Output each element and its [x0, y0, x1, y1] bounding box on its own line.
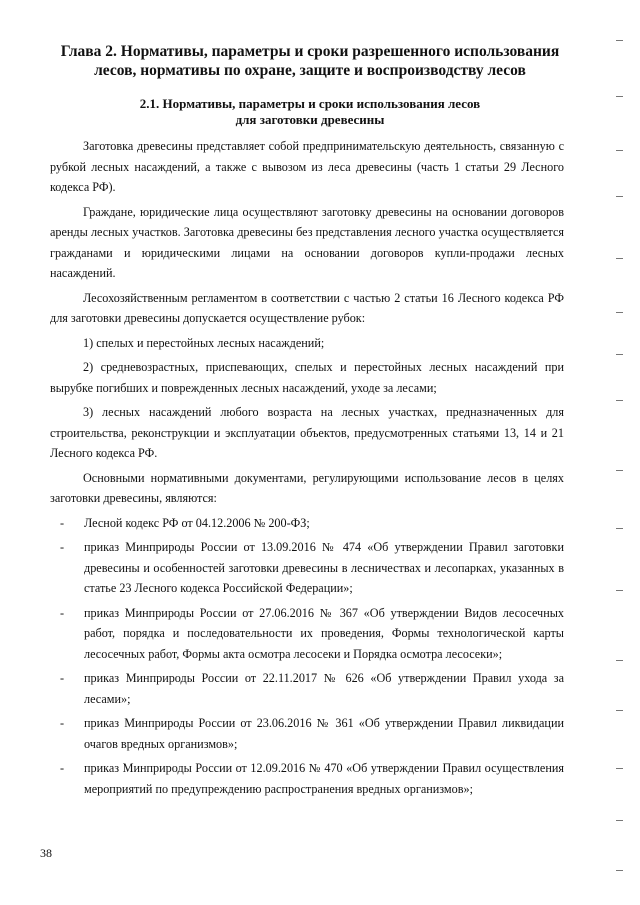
list-item-text: приказ Минприроды России от 23.06.2016 № 361 «Об утверждении Правил ликвидации очагов вредных организмов»;: [84, 716, 564, 751]
regulations-list: [50, 513, 564, 800]
list-item-text: приказ Минприроды России от 13.09.2016 № 474 «Об утверждении Правил заготовки древесины и особенностей заготовки древесины в лесничествах и лесопарках, указанных в статье 23 Лесного кодекса Российской Федерации»;: [84, 540, 564, 595]
paragraph: Граждане, юридические лица осуществляют заготовку древесины на основании договоров аренды лесных участков. Заготовка древесины без представления лесного участка осуществляется гражданами и юридическими лицами на основании договоров купли-продажи лесных насаждений.: [50, 204, 564, 280]
list-item-text: приказ Минприроды России от 27.06.2016 № 367 «Об утверждении Видов лесосечных работ, порядка и последовательности их проведения, Формы технологической карты лесосечных работ, Формы акта осмотра лесосеки и Порядка осмотра лесосеки»;: [84, 605, 564, 661]
chapter-title-line-2: лесов, нормативы по охране, защите и воспроизводству лесов: [94, 62, 526, 79]
dash-marker: -: [60, 605, 65, 620]
paragraph-numbered: 2) средневозрастных, приспевающих, спелых и перестойных лесных насаждений при вырубке погибших и поврежденных лесных насаждений, уходе за лесами;: [50, 360, 564, 395]
dash-marker: -: [60, 671, 65, 685]
dash-marker: -: [60, 716, 65, 730]
paragraph-numbered: 3) лесных насаждений любого возраста на лесных участках, предназначенных для строительства, реконструкции и эксплуатации объектов, предусмотренных статьями 13, 14 и 21 Лесного кодекса РФ.: [50, 405, 564, 460]
paragraph: Основными нормативными документами, регулирующими использование лесов в целях заготовки древесины, являются:: [50, 470, 564, 505]
list-item: [50, 668, 564, 709]
list-item: [50, 513, 564, 534]
dash-marker: -: [60, 761, 65, 775]
list-item-text: приказ Минприроды России от 12.09.2016 № 470 «Об утверждении Правил осуществления мероприятий по предупреждению распространения вредных организмов»;: [84, 761, 564, 796]
list-item: [50, 603, 564, 665]
page-number: 38: [40, 846, 52, 860]
body-text: [50, 136, 564, 803]
list-item: [50, 537, 564, 599]
paragraph: Заготовка древесины представляет собой предпринимательскую деятельность, связанную с рубкой лесных насаждений, а также с вывозом из леса древесины (часть 1 статьи 29 Лесного кодекса РФ).: [50, 139, 564, 194]
section-title-line-2: для заготовки древесины: [235, 112, 385, 127]
dash-marker: -: [60, 540, 65, 554]
section-title-line-1: 2.1. Нормативы, параметры и сроки использования лесов: [139, 96, 481, 111]
paragraph: Лесохозяйственным регламентом в соответствии с частью 2 статьи 16 Лесного кодекса РФ для заготовки древесины допускается осуществление рубок:: [50, 290, 564, 325]
list-item: [50, 713, 564, 754]
chapter-title: [60, 42, 560, 80]
dash-marker: -: [60, 515, 65, 530]
scan-margin-marks: [616, 0, 630, 905]
section-title: [100, 96, 520, 128]
list-item-text: Лесной кодекс РФ от 04.12.2006 № 200-ФЗ;: [84, 515, 310, 530]
paragraph-numbered: 1) спелых и перестойных лесных насаждений;: [83, 335, 325, 350]
list-item-text: приказ Минприроды России от 22.11.2017 № 626 «Об утверждении Правил ухода за лесами»;: [84, 671, 564, 706]
list-item: [50, 758, 564, 799]
chapter-title-line-1: Глава 2. Нормативы, параметры и сроки разрешенного использования: [60, 43, 560, 60]
